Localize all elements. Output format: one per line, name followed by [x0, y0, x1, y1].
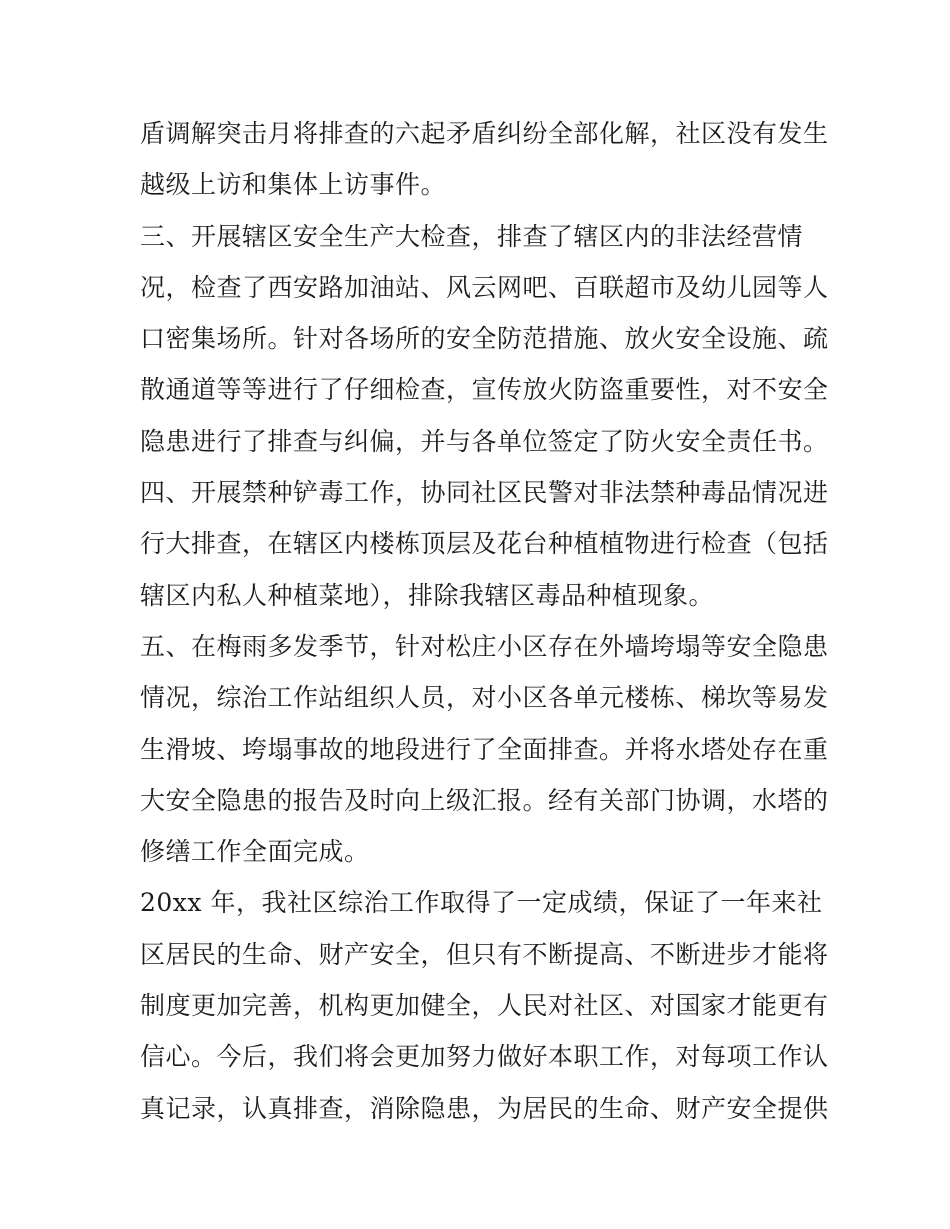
text-line: 口密集场所。针对各场所的安全防范措施、放火安全设施、疏 — [140, 324, 829, 354]
text-line: 真记录，认真排查，消除隐患，为居民的生命、财产安全提供 — [140, 1093, 829, 1123]
text-line: 大安全隐患的报告及时向上级汇报。经有关部门协调，水塔的 — [140, 785, 829, 815]
text-line: 三、开展辖区安全生产大检查，排查了辖区内的非法经营情 — [140, 221, 804, 251]
text-line: 盾调解突击月将排查的六起矛盾纠纷全部化解，社区没有发生 — [140, 119, 829, 148]
text-line: 制度更加完善，机构更加健全，人民对社区、对国家才能更有 — [140, 991, 829, 1021]
text-line: 信心。今后，我们将会更加努力做好本职工作，对每项工作认 — [140, 1042, 829, 1072]
text-line: 20xx 年，我社区综治工作取得了一定成绩，保证了一年来社 — [140, 888, 823, 918]
text-line: 五、在梅雨多发季节，针对松庄小区存在外墙垮塌等安全隐患 — [140, 631, 829, 661]
text-line: 情况，综治工作站组织人员，对小区各单元楼栋、梯坎等易发 — [140, 683, 829, 713]
text-line: 四、开展禁种铲毒工作，协同社区民警对非法禁种毒品情况进 — [140, 478, 829, 508]
text-line: 隐患进行了排查与纠偏，并与各单位签定了防火安全责任书。 — [140, 426, 829, 456]
text-line: 散通道等等进行了仔细检查，宣传放火防盗重要性，对不安全 — [140, 375, 829, 405]
document-body — [140, 108, 829, 1134]
text-line: 越级上访和集体上访事件。 — [140, 170, 447, 200]
text-line: 行大排查，在辖区内楼栋顶层及花台种植植物进行检查（包括 — [140, 529, 829, 559]
text-line: 区居民的生命、财产安全，但只有不断提高、不断进步才能将 — [140, 939, 829, 969]
text-line: 辖区内私人种植菜地），排除我辖区毒品种植现象。 — [140, 580, 715, 610]
text-line: 修缮工作全面完成。 — [140, 837, 370, 867]
text-line: 况，检查了西安路加油站、风云网吧、百联超市及幼儿园等人 — [140, 272, 829, 302]
text-line: 生滑坡、垮塌事故的地段进行了全面排查。并将水塔处存在重 — [140, 734, 829, 764]
